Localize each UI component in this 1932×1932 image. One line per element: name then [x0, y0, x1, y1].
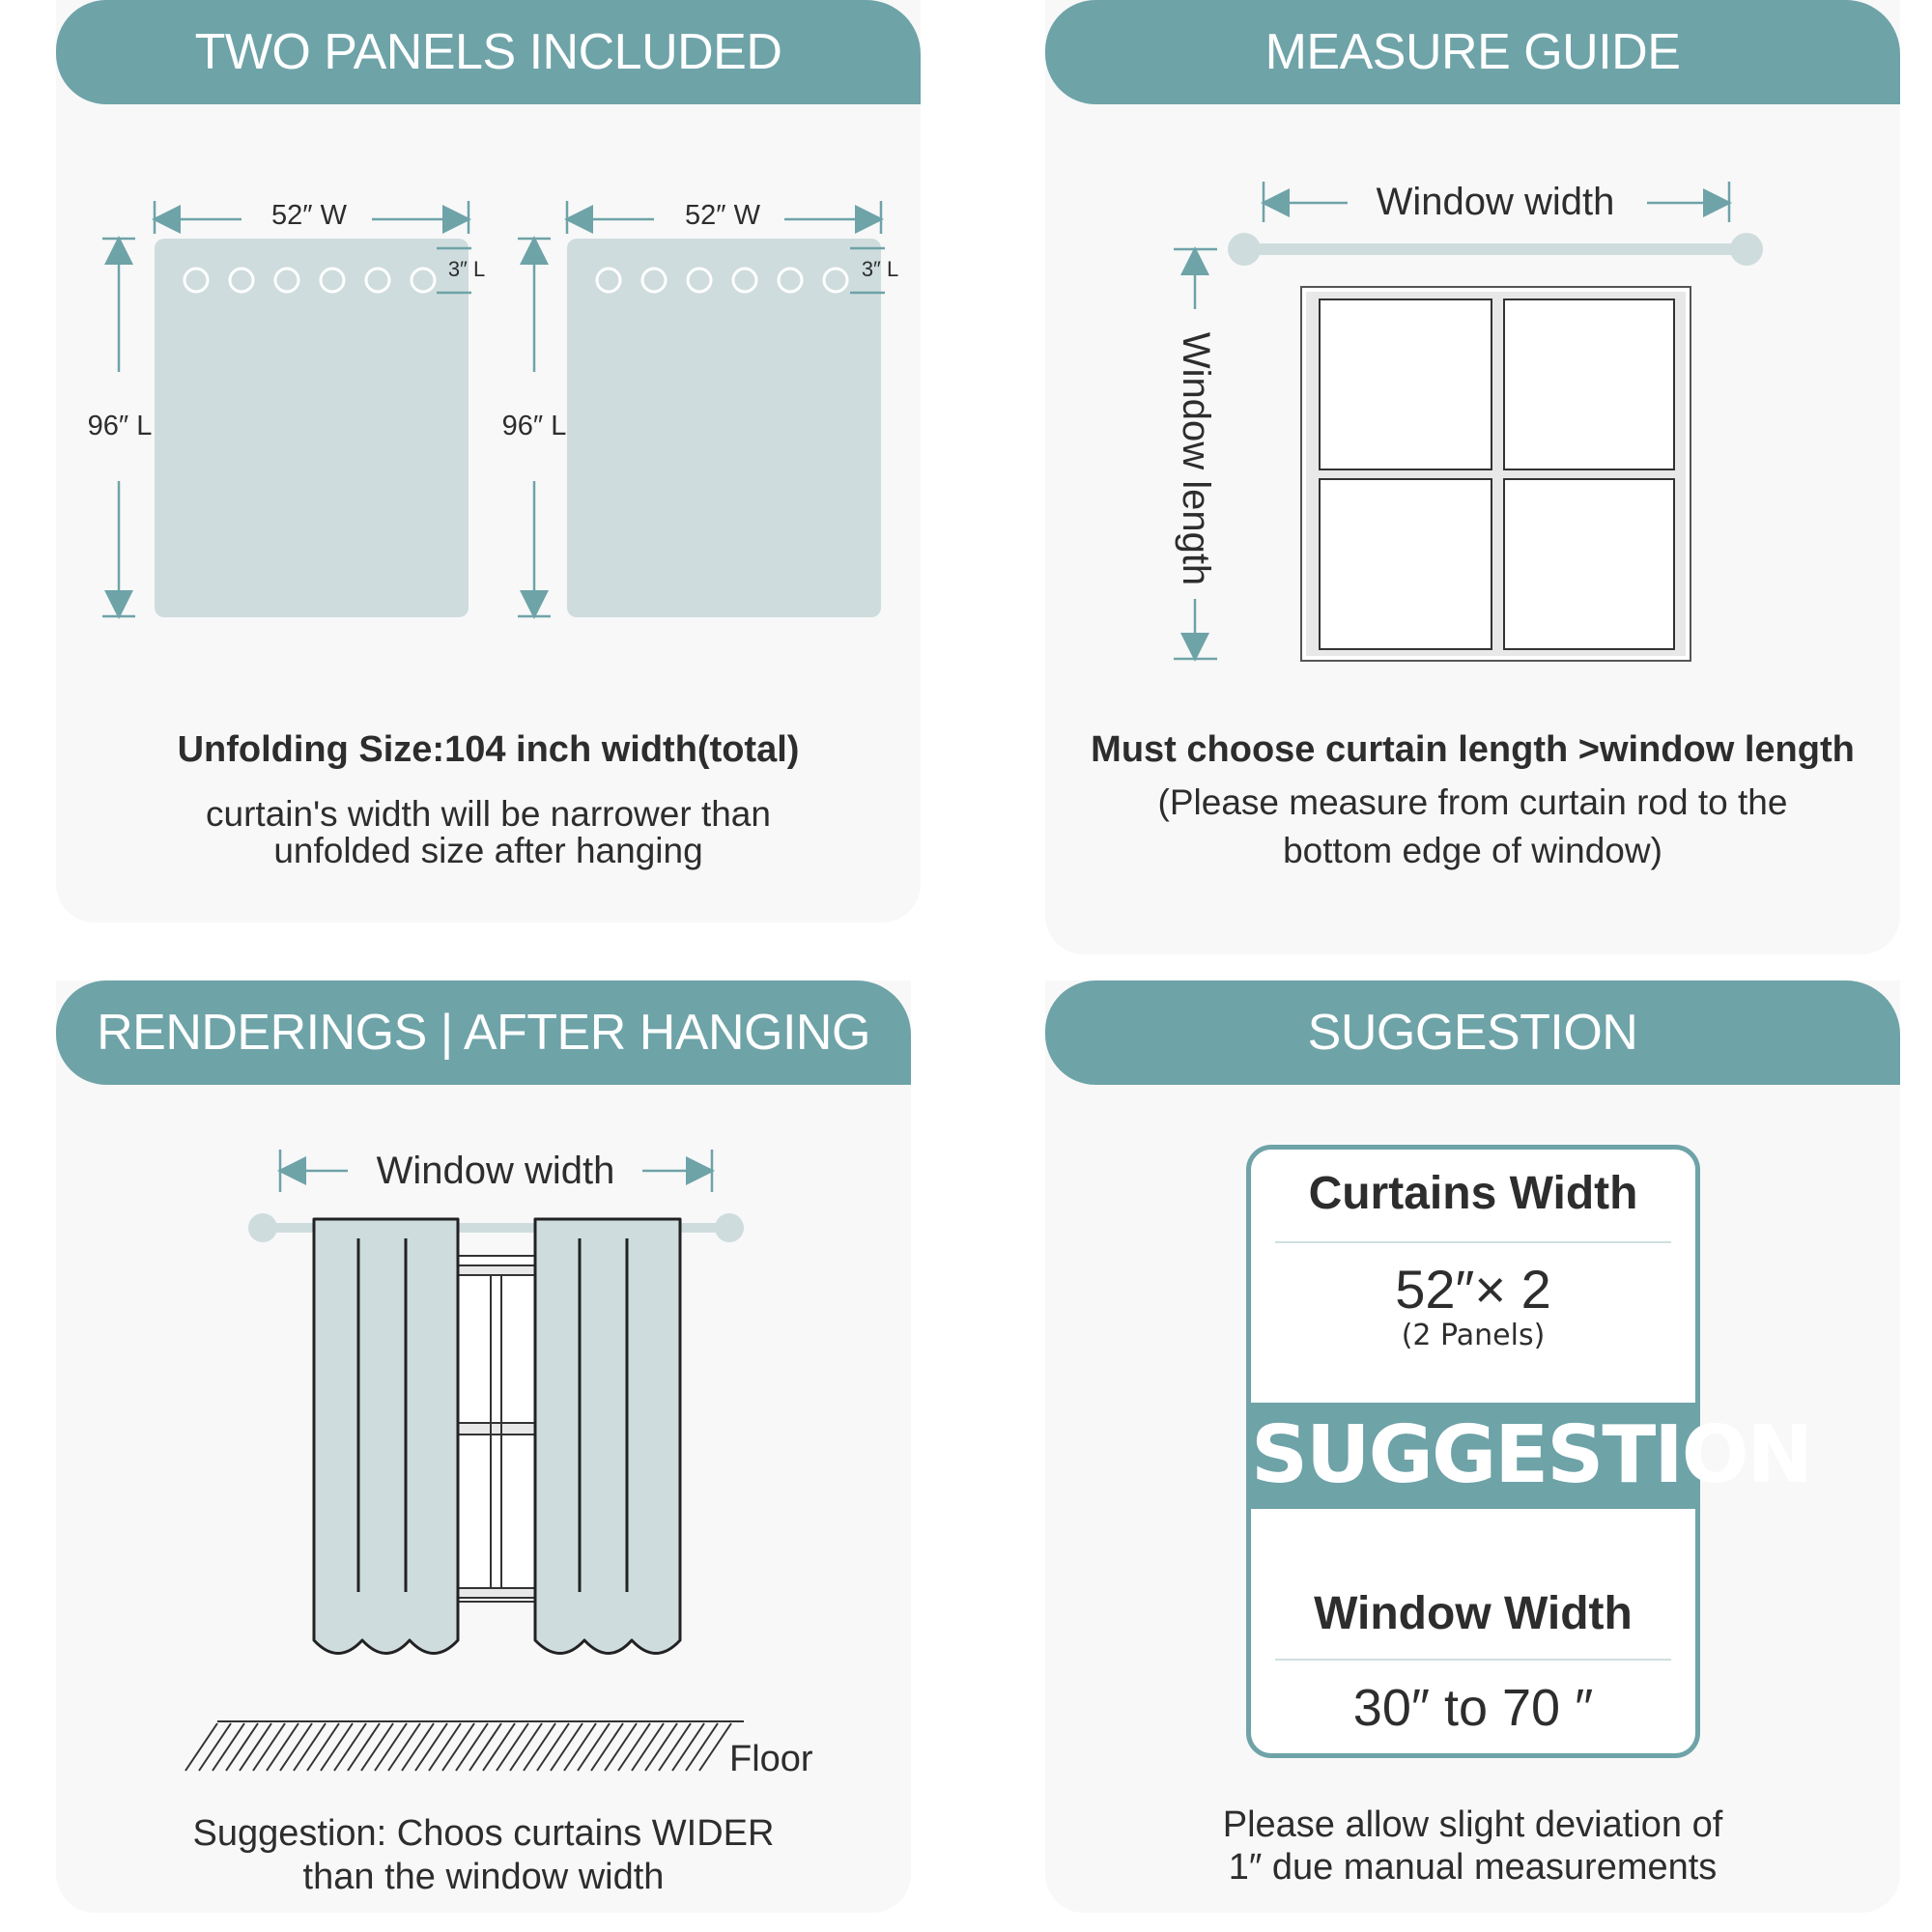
grommet-label-left: 3″ L — [447, 257, 486, 281]
width-label-left: 52″ W — [271, 200, 347, 231]
renderings-header: RENDERINGS | AFTER HANGING — [56, 980, 911, 1085]
floor-hatch-stroke — [605, 1723, 637, 1771]
length-label-left: 96″ L — [87, 411, 153, 441]
narrower-note-line2: unfolded size after hanging — [273, 831, 703, 870]
floor-hatch-stroke — [686, 1723, 718, 1771]
floor-hatch-stroke — [415, 1723, 447, 1771]
suggestion-size-table — [1246, 1145, 1812, 1758]
renderings-window-width-label: Window width — [376, 1150, 615, 1192]
length-label-right: 96″ L — [501, 411, 567, 441]
floor-hatching — [185, 1723, 731, 1771]
floor-hatch-stroke — [185, 1723, 217, 1771]
grommet-label-right: 3″ L — [861, 257, 899, 281]
rendering-curtain-left — [314, 1219, 458, 1654]
window-width-value: 30″ to 70 ″ — [1352, 1679, 1594, 1737]
window-width-title: Window Width — [1314, 1588, 1633, 1639]
floor-hatch-stroke — [456, 1723, 488, 1771]
measure-note-line2: bottom edge of window) — [1283, 831, 1662, 870]
floor-hatch-stroke — [226, 1723, 258, 1771]
two-panels-header: TWO PANELS INCLUDED — [56, 0, 921, 104]
rendering-rod-finial-right — [715, 1213, 744, 1242]
curtains-width-value: 52″× 2 — [1395, 1259, 1551, 1320]
rendering-curtain-right — [535, 1219, 680, 1654]
curtain-length-rule: Must choose curtain length >window length — [1091, 729, 1855, 770]
suggestion-header: SUGGESTION — [1045, 980, 1900, 1085]
floor-hatch-stroke — [213, 1723, 244, 1771]
floor-hatch-stroke — [537, 1723, 569, 1771]
floor-hatch-stroke — [334, 1723, 366, 1771]
floor-label: Floor — [729, 1739, 813, 1779]
narrower-note-line1: curtain's width will be narrower than — [206, 794, 771, 834]
floor-hatch-stroke — [321, 1723, 353, 1771]
floor-hatch-stroke — [632, 1723, 664, 1771]
floor-hatch-stroke — [267, 1723, 298, 1771]
measure-guide-header: MEASURE GUIDE — [1045, 0, 1900, 104]
floor-hatch-stroke — [645, 1723, 677, 1771]
wider-suggestion-line2: than the window width — [302, 1857, 665, 1897]
floor-hatch-stroke — [199, 1723, 231, 1771]
floor-hatch-stroke — [280, 1723, 312, 1771]
floor-hatch-stroke — [497, 1723, 528, 1771]
floor-hatch-stroke — [699, 1723, 731, 1771]
floor-hatch-stroke — [564, 1723, 596, 1771]
floor-hatch-stroke — [578, 1723, 610, 1771]
rendering-window — [458, 1256, 535, 1602]
measure-window-width-label: Window width — [1376, 181, 1615, 223]
unfolding-size-text: Unfolding Size:104 inch width(total) — [177, 729, 800, 770]
floor-hatch-stroke — [375, 1723, 407, 1771]
curtains-width-title: Curtains Width — [1308, 1168, 1638, 1219]
floor-hatch-stroke — [402, 1723, 434, 1771]
curtains-width-note: (2 Panels) — [1401, 1319, 1546, 1352]
floor-hatch-stroke — [510, 1723, 542, 1771]
curtains-width-divider — [1275, 1241, 1671, 1243]
floor-hatch-stroke — [524, 1723, 555, 1771]
floor-hatch-stroke — [348, 1723, 380, 1771]
floor-hatch-stroke — [240, 1723, 271, 1771]
floor-hatch-stroke — [551, 1723, 582, 1771]
floor-hatch-stroke — [388, 1723, 420, 1771]
floor-hatch-stroke — [469, 1723, 501, 1771]
floor-hatch-stroke — [361, 1723, 393, 1771]
measure-note-line1: (Please measure from curtain rod to the — [1157, 782, 1788, 822]
deviation-note-line1: Please allow slight deviation of — [1222, 1804, 1723, 1845]
floor-hatch-stroke — [442, 1723, 474, 1771]
window-width-divider — [1275, 1659, 1671, 1661]
deviation-note-line2: 1″ due manual measurements — [1228, 1847, 1718, 1888]
floor-hatch-stroke — [294, 1723, 326, 1771]
wider-suggestion-line1: Suggestion: Choos curtains WIDER — [192, 1813, 775, 1854]
rendering-rod-finial-left — [248, 1213, 277, 1242]
suggestion-band: SUGGESTION — [1251, 1403, 1695, 1509]
measure-window-length-label: Window length — [1175, 331, 1217, 586]
floor-hatch-stroke — [659, 1723, 691, 1771]
floor-hatch-stroke — [618, 1723, 650, 1771]
floor-hatch-stroke — [429, 1723, 461, 1771]
floor-hatch-stroke — [483, 1723, 515, 1771]
floor-hatch-stroke — [672, 1723, 704, 1771]
width-label-right: 52″ W — [685, 200, 760, 231]
floor-hatch-stroke — [307, 1723, 339, 1771]
floor-hatch-stroke — [591, 1723, 623, 1771]
floor-hatch-stroke — [253, 1723, 285, 1771]
